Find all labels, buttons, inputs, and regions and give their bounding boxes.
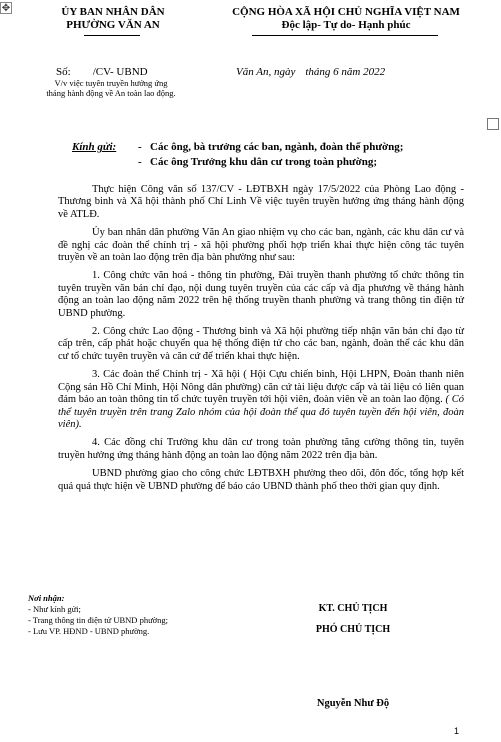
nation-line-2: Độc lập- Tự do- Hạnh phúc <box>281 19 411 31</box>
recipients-label: Kính gửi: <box>72 141 117 153</box>
body-paragraph-6: 4. Các đồng chí Trưởng khu dân cư trong toàn phường tăng cường thông tin, tuyên truyền hưởng ứng tháng hành động an toàn lao động năm 2022 trên địa bàn. <box>58 437 464 461</box>
receivers-item-1: - Như kính gửi; <box>28 604 81 614</box>
body-paragraph-5-note-a: ( Có thể tuyên truyền trên trang Zalo nhóm của hội đoàn thể <box>58 394 464 418</box>
receivers-block <box>28 593 248 637</box>
national-header <box>212 6 480 32</box>
body-paragraph-2: Ủy ban nhân dân phường Văn An giao nhiệm vụ cho các ban, ngành, các khu dân cư và đề nghị các đoàn thể chính trị - xã hội phường phối hợp triển khai thực hiện công tác tuyên truyền về an toàn lao động trên địa bàn phường như sau: <box>58 227 464 264</box>
page-corner-icon <box>487 118 499 130</box>
recipient-dash-1: - <box>138 141 142 153</box>
body-paragraph-1: Thực hiện Công văn số 137/CV - LĐTBXH ngày 17/5/2022 của Phòng Lao động - Thương binh và Xã hội thành phố Chí Linh Về việc tuyên truyền hưởng ứng tháng hành động về ATLĐ. <box>58 184 464 220</box>
document-subject: V/v việc tuyên truyền hưởng ứng tháng hành động về An toàn lao động. <box>46 78 176 98</box>
org-line-2: PHƯỜNG VĂN AN <box>66 19 160 31</box>
body-paragraph-5 <box>58 369 464 431</box>
org-line-1: ỦY BAN NHÂN DÂN <box>61 6 165 18</box>
signature-title-1: KT. CHỦ TỊCH <box>318 603 388 614</box>
body-paragraph-4: 2. Công chức Lao động - Thương binh và Xã hội phường tiếp nhận văn bản chỉ đạo từ cấp trên, cấp phát hoặc chuyển qua hệ thống điện tử cho các ban, ngành, đoàn thể các khu dân cư tổ chức tuyên truyền và căn cứ để triển khai thực hiện. <box>58 326 464 362</box>
motto-underline <box>252 35 438 36</box>
date-place: Văn An, ngày <box>236 66 296 78</box>
date-month: tháng 6 năm 2022 <box>305 66 386 78</box>
page-number: 1 <box>453 726 459 736</box>
document-number <box>56 66 148 78</box>
receivers-item-3: - Lưu VP. HĐND - UBND phường. <box>28 626 150 636</box>
move-icon[interactable]: ✥ <box>1 3 11 14</box>
recipient-item-1: Các ông, bà trưởng các ban, ngành, đoàn thể phường; <box>150 141 404 153</box>
document-body <box>58 184 464 499</box>
number-suffix: /CV- UBND <box>92 66 148 78</box>
number-prefix: Số: <box>56 66 71 78</box>
recipient-item-2: Các ông Trưởng khu dân cư trong toàn phường; <box>150 156 377 168</box>
nation-line-1: CỘNG HÒA XÃ HỘI CHỦ NGHĨA VIỆT NAM <box>232 6 460 18</box>
signer-name: Nguyễn Như Độ <box>316 698 390 709</box>
body-paragraph-5-text: 3. Các đoàn thể Chính trị - Xã hội ( Hội Cựu chiến binh, Hội LHPN, Đoàn thanh niên Cộng sản Hồ Chí Minh, Hội Nông dân phường) căn cứ tài liệu được cấp và tài liệu có liên quan đảm bảo an toàn thông tin tổ chức tuyên truyền tới hội viên, đoàn viên về an toàn lao động. <box>58 369 464 406</box>
body-paragraph-7: UBND phường giao cho công chức LĐTBXH phường theo dõi, đôn đốc, tổng hợp kết quả quả thực hiện về UBND phường để báo cáo UBND thành phố theo thời gian quy định. <box>58 468 464 492</box>
body-paragraph-5-note-b: qua đó tuyên tuyền đến hội viên, đoàn viên). <box>58 406 465 430</box>
signature-block <box>278 598 428 640</box>
recipients-block <box>72 140 403 170</box>
receivers-title: Nơi nhận: <box>28 593 65 603</box>
issuing-organization <box>28 6 198 32</box>
body-paragraph-3: 1. Công chức văn hoá - thông tin phường, Đài truyền thanh phường tổ chức thông tin tuyên truyền văn bản chỉ đạo, nội dung tuyên truyền của các cấp và địa phương về tháng hành động an toàn lao động năm 2022 trên hệ thống truyền thanh phường và trang thông tin điện tử UBND phường. <box>58 270 464 319</box>
receivers-item-2: - Trang thông tin điện tử UBND phường; <box>28 615 169 625</box>
issue-date <box>236 66 385 78</box>
org-underline <box>84 35 140 36</box>
recipient-dash-2: - <box>138 156 142 168</box>
signature-title-2: PHÓ CHỦ TỊCH <box>315 624 391 635</box>
